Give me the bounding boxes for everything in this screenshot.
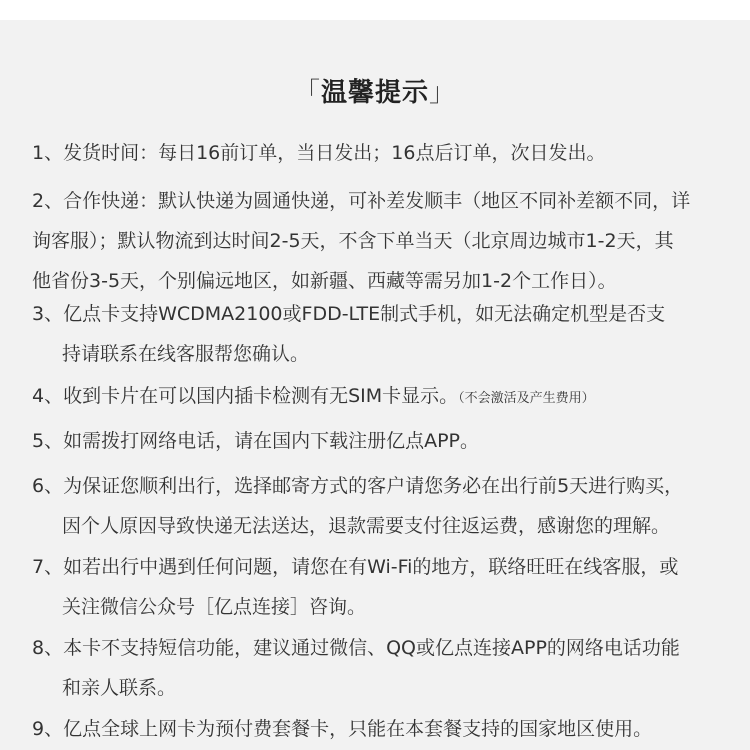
tip-line: 6、为保证您顺利出行，选择邮寄方式的客户请您务必在出行前5天进行购买， <box>32 475 684 497</box>
tip-9 <box>32 709 732 749</box>
tip-line: 7、如若出行中遇到任何问题，请您在有Wi-Fi的地方，联络旺旺在线客服，或 <box>32 556 679 578</box>
page-title <box>0 72 750 109</box>
tip-line: 8、本卡不支持短信功能，建议通过微信、QQ或亿点连接APP的网络电话功能 <box>32 637 680 659</box>
tip-line: 2、合作快递：默认快递为圆通快递，可补差发顺丰（地区不同补差额不同，详 <box>32 190 691 212</box>
title-close-bracket: 」 <box>429 78 457 108</box>
tip-1 <box>32 133 732 173</box>
tip-2 <box>32 181 732 301</box>
tip-line: 3、亿点卡支持WCDMA2100或FDD-LTE制式手机，如无法确定机型是否支 <box>32 303 666 325</box>
tip-8 <box>32 628 732 708</box>
title-text: 温馨提示 <box>320 78 429 108</box>
tip-7 <box>32 547 732 627</box>
tip-6 <box>32 466 732 546</box>
tip-line: 和亲人联系。 <box>62 677 177 699</box>
tip-line: 1、发货时间：每日16前订单，当日发出；16点后订单，次日发出。 <box>32 142 606 164</box>
tip-line: 4、收到卡片在可以国内插卡检测有无SIM卡显示。 <box>32 385 459 407</box>
tip-line: 因个人原因导致快递无法送达，退款需要支付往返运费，感谢您的理解。 <box>62 515 671 537</box>
tip-4 <box>32 376 732 419</box>
tip-line-with-note <box>32 376 732 419</box>
tip-line: 询客服）；默认物流到达时间2-5天，不含下单当天（北京周边城市1-2天，其 <box>32 230 674 252</box>
tip-line: 9、亿点全球上网卡为预付费套餐卡，只能在本套餐支持的国家地区使用。 <box>32 718 653 740</box>
title-open-bracket: 「 <box>293 78 321 108</box>
tip-5 <box>32 421 732 461</box>
tip-3 <box>32 294 732 374</box>
tip-line: 他省份3-5天，个别偏远地区，如新疆、西藏等需另加1-2个工作日）。 <box>32 270 617 292</box>
tip-line: 关注微信公众号［亿点连接］咨询。 <box>62 596 367 618</box>
tip-note: （不会激活及产生费用） <box>458 391 595 406</box>
tip-line: 持请联系在线客服帮您确认。 <box>62 343 310 365</box>
tip-line: 5、如需拨打网络电话，请在国内下载注册亿点APP。 <box>32 430 480 452</box>
